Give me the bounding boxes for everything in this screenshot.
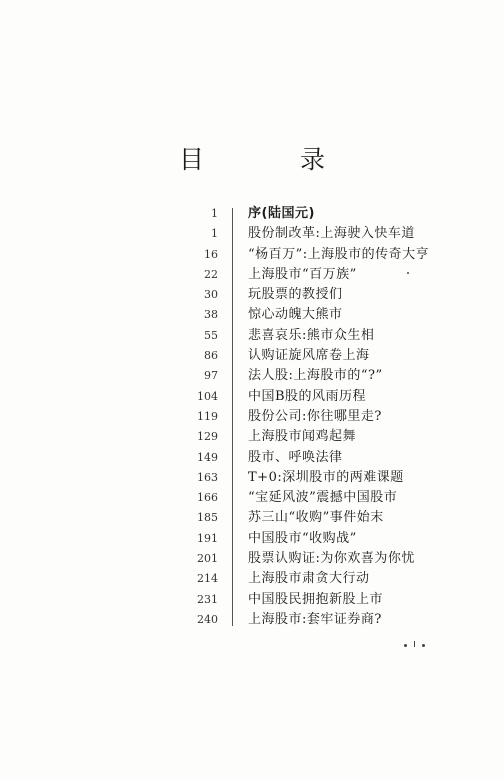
toc-page-number: 185 (197, 511, 218, 525)
toc-entry-title: 上海股市“百万族” (248, 266, 357, 282)
toc-entry-title: 股票认购证:为你欢喜为你忧 (248, 551, 415, 567)
toc-entry (190, 285, 490, 305)
toc-entry (190, 549, 490, 569)
toc-entry-title: 上海股市肃贪大行动 (248, 571, 370, 587)
toc-entry-title: 上海股市闻鸡起舞 (248, 429, 357, 445)
toc-page-number: 1 (211, 207, 218, 220)
table-of-contents (190, 204, 490, 630)
toc-page-number: 104 (197, 389, 218, 403)
toc-entry (190, 590, 490, 610)
toc-entry-title: 悲喜哀乐:熊市众生相 (248, 327, 375, 343)
scan-speck (404, 644, 407, 647)
toc-page-number: 16 (204, 247, 218, 261)
toc-page-number: 129 (197, 430, 218, 444)
toc-entry (190, 468, 490, 488)
toc-entry (190, 245, 490, 265)
toc-page-number: 240 (197, 612, 218, 626)
toc-entry-title: T+0:深圳股市的两难课题 (248, 469, 404, 485)
toc-entry-title: 股份公司:你往哪里走? (248, 408, 382, 424)
toc-page-number: 191 (197, 531, 218, 545)
toc-page-number: 97 (204, 369, 218, 383)
toc-entry (190, 265, 490, 285)
toc-entry (190, 529, 490, 549)
toc-entry (190, 448, 490, 468)
toc-entry-title: 中国股民拥抱新股上市 (248, 591, 384, 607)
toc-entry-title: 苏三山“收购”事件始末 (248, 510, 384, 526)
toc-entry-title: 中国B股的风雨历程 (248, 388, 367, 404)
toc-entry (190, 366, 490, 386)
toc-page-number: 149 (197, 450, 218, 464)
toc-page-number: 214 (197, 572, 218, 586)
toc-page-number: 231 (197, 592, 218, 606)
toc-entry-title: 上海股市:套牢证券商? (248, 611, 382, 627)
toc-entry (190, 427, 490, 447)
toc-entry-title: 玩股票的教授们 (248, 287, 343, 303)
scan-speck (422, 644, 425, 647)
toc-entry-title: 股市、呼唤法律 (248, 449, 343, 465)
toc-page-number: 1 (211, 227, 218, 241)
toc-entry-title: “宝延风波”震撼中国股市 (248, 490, 398, 506)
toc-entry-title: “杨百万”:上海股市的传奇大亨 (248, 246, 430, 262)
scan-speck (414, 641, 415, 647)
toc-page-number: 166 (197, 491, 218, 505)
toc-entry-title: 股份制改革:上海驶入快车道 (248, 226, 415, 242)
toc-entry-title: 认购证旋风席卷上海 (248, 348, 370, 364)
toc-page-number: 22 (204, 267, 218, 281)
toc-entry-title: 中国股市“收购战” (248, 530, 357, 546)
toc-entry (190, 305, 490, 325)
toc-entry (190, 224, 490, 244)
toc-entry (190, 326, 490, 346)
toc-entry (190, 346, 490, 366)
toc-entry (190, 610, 490, 630)
toc-page-number: 30 (204, 288, 218, 302)
toc-page-number: 163 (197, 470, 218, 484)
toc-page-number: 38 (204, 308, 218, 322)
page-title: 目 录 (179, 145, 369, 174)
toc-entry (190, 508, 490, 528)
toc-page-number: 55 (204, 328, 218, 342)
toc-page-number: 119 (197, 409, 218, 423)
toc-entry-title: 惊心动魄大熊市 (248, 307, 343, 323)
toc-entry (190, 387, 490, 407)
toc-entry-title: 法人股:上海股市的“?” (248, 368, 383, 384)
toc-entry (190, 569, 490, 589)
toc-entry-title: 序(陆国元) (248, 206, 315, 221)
toc-entry (190, 407, 490, 427)
toc-entry (190, 488, 490, 508)
toc-page-number: 86 (204, 349, 218, 363)
toc-page-number: 201 (197, 552, 218, 566)
scan-speck (407, 272, 409, 274)
toc-entry (190, 204, 490, 224)
